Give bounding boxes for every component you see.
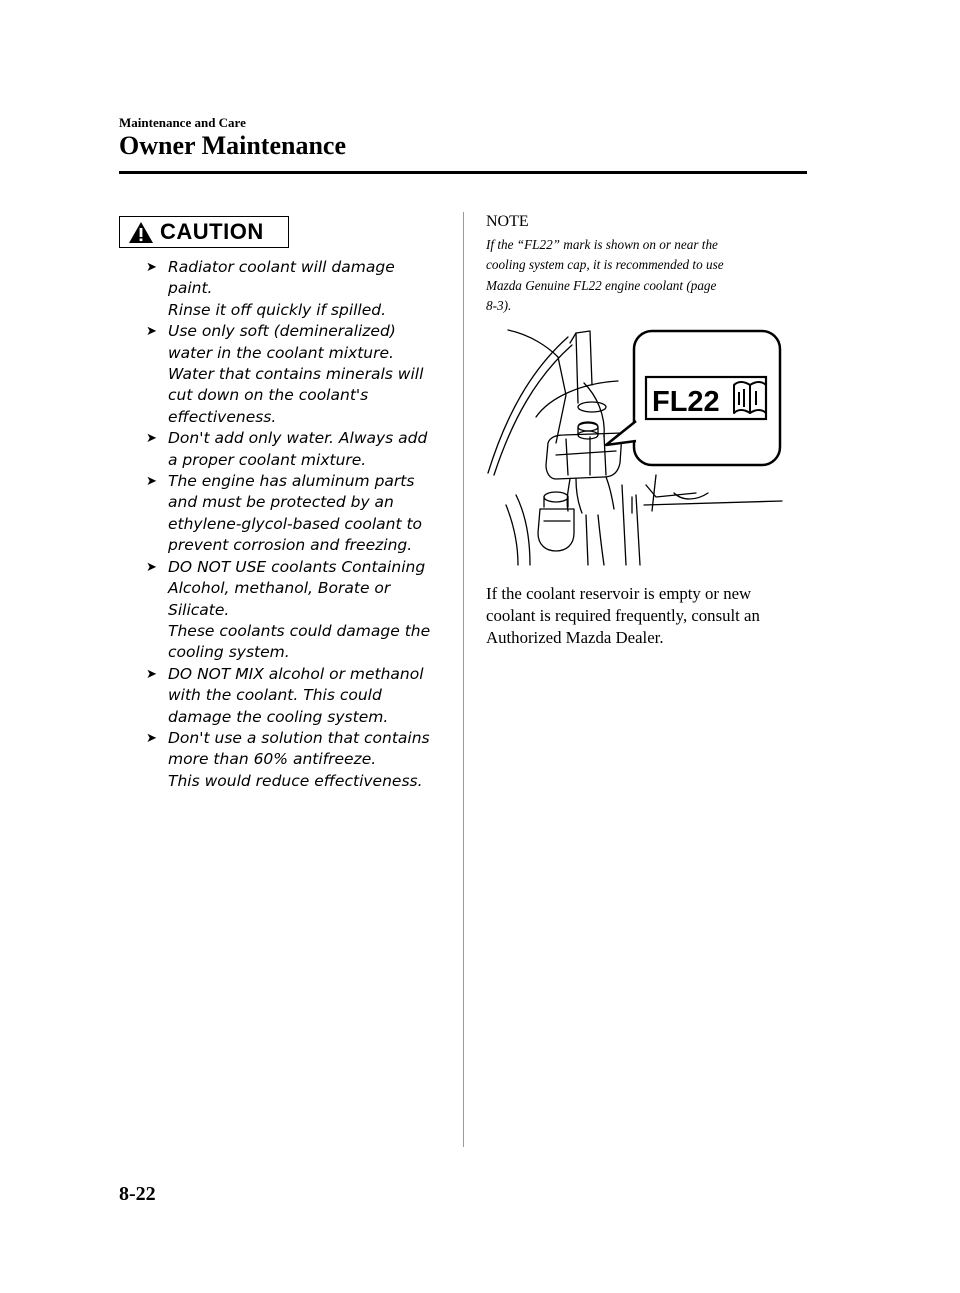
caution-item	[146, 557, 446, 664]
caution-item	[146, 471, 446, 557]
caution-label: CAUTION	[160, 219, 264, 244]
caution-line: and must be protected by an	[168, 493, 394, 512]
caution-line: prevent corrosion and freezing.	[168, 536, 413, 555]
note-line: 8-3).	[486, 297, 512, 313]
caution-header	[119, 216, 289, 248]
note-line: If the “FL22” mark is shown on or near the	[486, 237, 718, 252]
caution-line: Don't use a solution that contains	[168, 728, 430, 747]
arrow-bullet-icon: ➤	[146, 666, 157, 682]
body-line: Authorized Mazda Dealer.	[486, 628, 664, 647]
caution-line: a proper coolant mixture.	[168, 450, 367, 469]
body-line: If the coolant reservoir is empty or new	[486, 584, 752, 603]
caution-line: water in the coolant mixture.	[168, 343, 394, 362]
caution-line: more than 60% antifreeze.	[168, 750, 377, 769]
page-title: Owner Maintenance	[119, 131, 346, 160]
caution-line: Don't add only water. Always add	[168, 429, 428, 448]
body-line: coolant is required frequently, consult an	[486, 606, 760, 625]
arrow-bullet-icon: ➤	[146, 324, 157, 340]
page-number: 8-22	[119, 1183, 156, 1205]
caution-item	[146, 257, 446, 321]
note-body	[486, 235, 796, 316]
caution-line: This would reduce effectiveness.	[168, 771, 423, 790]
arrow-bullet-icon: ➤	[146, 260, 157, 275]
note-line: Mazda Genuine FL22 engine coolant (page	[486, 277, 717, 293]
caution-line: DO NOT USE coolants Containing	[168, 557, 426, 576]
caution-line: ethylene-glycol-based coolant to	[168, 514, 423, 533]
caution-line: The engine has aluminum parts	[168, 472, 415, 491]
caution-line: DO NOT MIX alcohol or methanol	[168, 664, 424, 683]
arrow-bullet-icon: ➤	[146, 730, 157, 746]
coolant-reservoir-illustration	[486, 325, 786, 570]
warning-triangle-icon	[128, 221, 154, 244]
caution-line: Use only soft (demineralized)	[168, 322, 396, 341]
caution-item	[146, 728, 446, 792]
arrow-bullet-icon: ➤	[146, 474, 157, 490]
note-line: cooling system cap, it is recommended to use	[486, 257, 724, 273]
title-rule	[119, 171, 807, 174]
caution-line: Silicate.	[168, 600, 230, 619]
arrow-bullet-icon: ➤	[146, 559, 157, 575]
column-divider	[463, 212, 464, 1147]
caution-line: with the coolant. This could	[168, 686, 382, 705]
body-text	[486, 583, 806, 649]
caution-line: Water that contains minerals will	[168, 365, 424, 384]
caution-line: Rinse it off quickly if spilled.	[168, 300, 387, 319]
caution-line: effectiveness.	[168, 407, 277, 426]
caution-line: cooling system.	[168, 643, 290, 662]
caution-line: Radiator coolant will damage	[168, 258, 395, 276]
note-heading: NOTE	[486, 213, 529, 230]
arrow-bullet-icon: ➤	[146, 431, 157, 447]
caution-line: Alcohol, methanol, Borate or	[168, 579, 391, 598]
caution-item	[146, 428, 446, 471]
caution-item	[146, 321, 446, 428]
caution-list	[146, 257, 446, 792]
caution-line: damage the cooling system.	[168, 707, 389, 726]
fl22-callout-label: FL22	[652, 386, 720, 418]
caution-item	[146, 664, 446, 728]
section-label: Maintenance and Care	[119, 115, 246, 130]
caution-line: paint.	[168, 279, 213, 298]
caution-line: cut down on the coolant's	[168, 386, 369, 405]
caution-line: These coolants could damage the	[168, 621, 431, 640]
